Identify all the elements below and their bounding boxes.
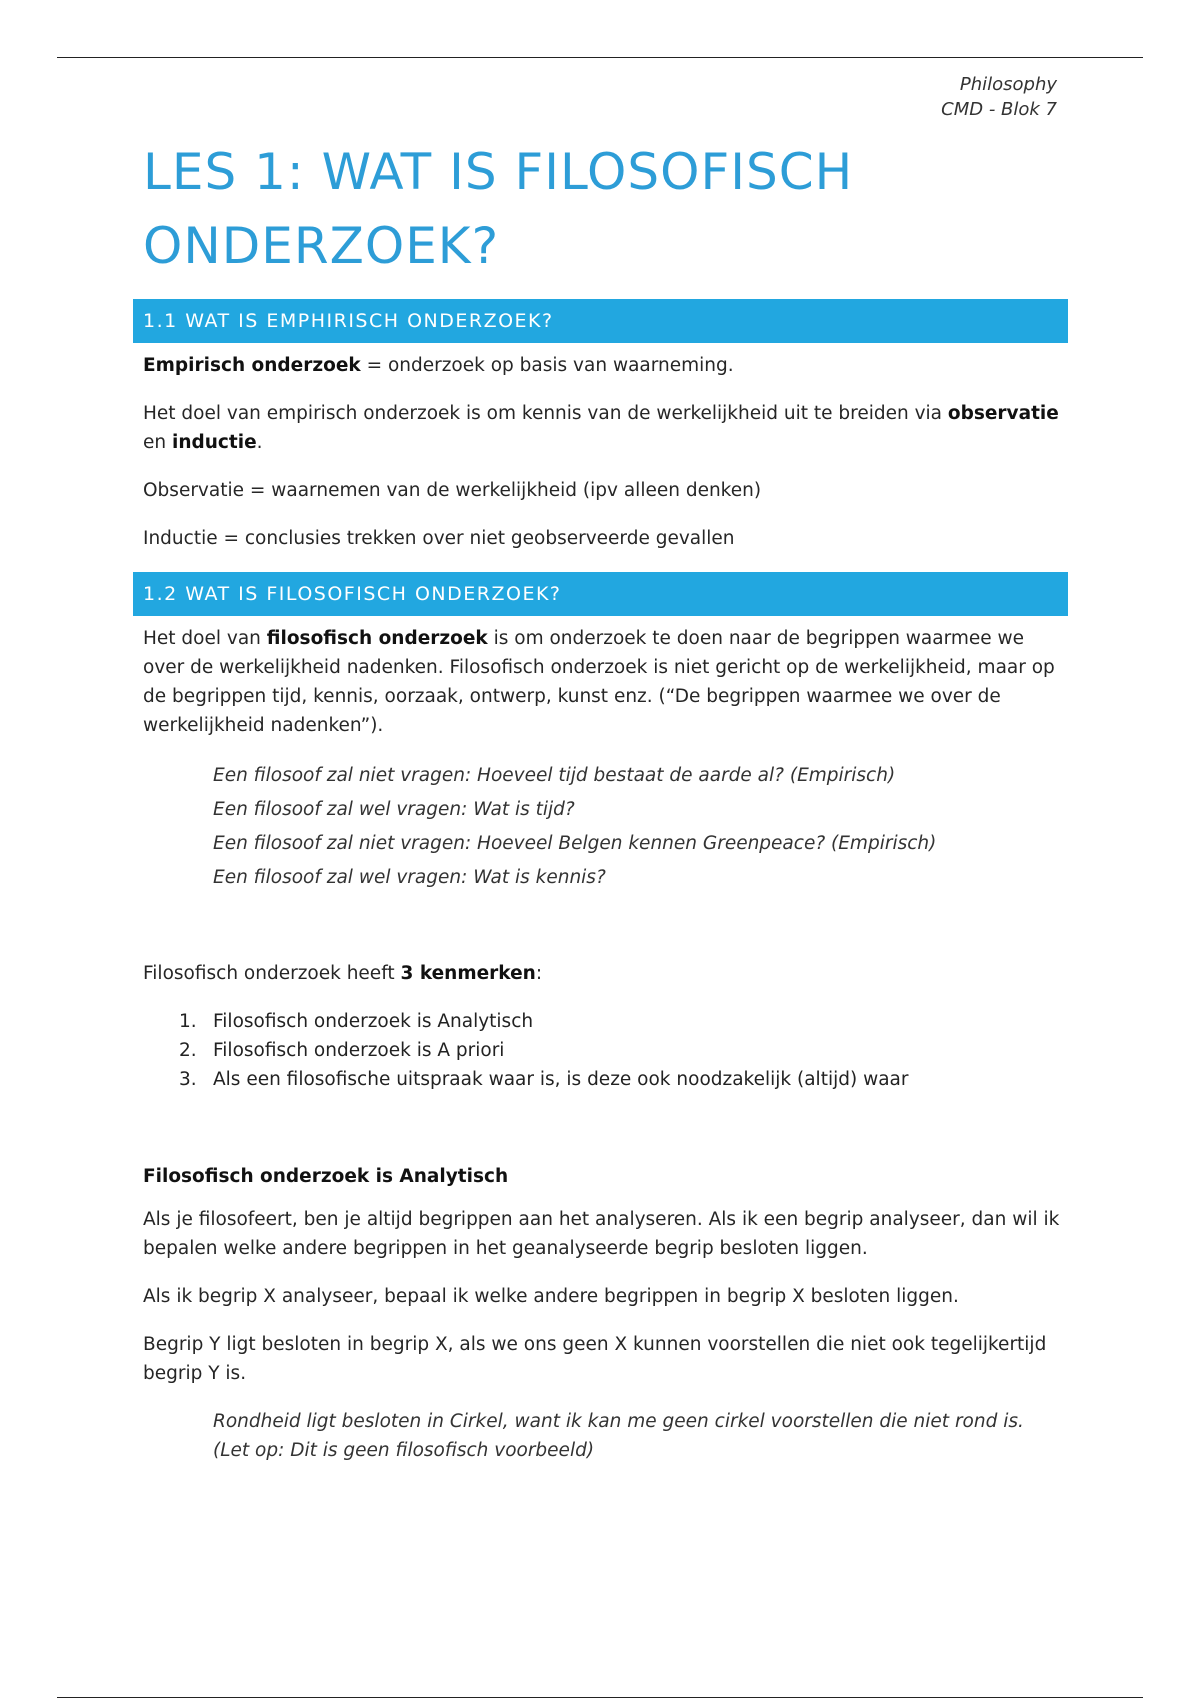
header-course: CMD - Blok 7: [941, 99, 1057, 120]
definition-text: = onderzoek op basis van waarneming.: [360, 355, 734, 376]
analytic-paragraph-2: Als ik begrip X analyseer, bepaal ik welke andere begrippen in begrip X besloten liggen.: [143, 1286, 959, 1307]
section-heading-1-2: 1.2 WAT IS FILOSOFISCH ONDERZOEK?: [133, 572, 1068, 616]
example-question: Een filosoof zal niet vragen: Hoeveel Belgen kennen Greenpeace? (Empirisch): [213, 833, 937, 854]
features-list: [133, 1007, 1068, 1094]
list-text: Als een filosofische uitspraak waar is, is deze ook noodzakelijk (altijd) waar: [213, 1069, 909, 1090]
features-count: 3 kenmerken: [400, 963, 536, 984]
inductie-line: Inductie = conclusies trekken over niet geobserveerde gevallen: [143, 528, 735, 549]
example-question: Een filosoof zal wel vragen: Wat is tijd?: [213, 799, 575, 820]
term-filosofisch-onderzoek: filosofisch onderzoek: [266, 628, 488, 649]
list-number: 2.: [179, 1040, 197, 1061]
subheading-analytisch: Filosofisch onderzoek is Analytisch: [143, 1166, 509, 1187]
observatie-line: Observatie = waarnemen van de werkelijkheid (ipv alleen denken): [143, 480, 762, 501]
example-questions: [213, 759, 1068, 895]
list-item: [133, 1007, 1068, 1036]
quote-line: Rondheid ligt besloten in Cirkel, want ik kan me geen cirkel voorstellen die niet rond is.: [213, 1411, 1024, 1432]
example-quote: [213, 1407, 1068, 1465]
goal-text-rest: is om onderzoek te doen naar de begrippen waarmee we over de werkelijkheid nadenken. Filosofisch onderzoek is niet gericht op de werkelijkheid, maar op de begrippen tijd, kennis, oorzaak, ontwerp, kunst enz. (“De begrippen waarmee we over de werkelijkheid nadenken”).: [143, 628, 1055, 736]
features-intro: [143, 959, 1068, 988]
document-body: [133, 135, 1068, 1465]
list-item: [133, 1036, 1068, 1065]
analytic-paragraph-3: Begrip Y ligt besloten in begrip X, als we ons geen X kunnen voorstellen die niet ook tegelijkertijd begrip Y is.: [143, 1334, 1047, 1384]
example-question: Een filosoof zal wel vragen: Wat is kennis?: [213, 867, 606, 888]
list-text: Filosofisch onderzoek is A priori: [213, 1040, 505, 1061]
features-intro-text: Filosofisch onderzoek heeft: [143, 963, 401, 984]
page-title: LES 1: WAT IS FILOSOFISCH ONDERZOEK?: [143, 143, 854, 275]
features-colon: :: [535, 963, 543, 984]
term-inductie: inductie: [172, 432, 257, 453]
list-number: 1.: [179, 1011, 197, 1032]
term-observatie: observatie: [947, 403, 1059, 424]
list-text: Filosofisch onderzoek is Analytisch: [213, 1011, 534, 1032]
list-number: 3.: [179, 1069, 197, 1090]
quote-note: (Let op: Dit is geen filosofisch voorbeeld): [213, 1440, 595, 1461]
definition-term: Empirisch onderzoek: [143, 355, 361, 376]
running-header: [941, 72, 1057, 122]
definition-empirisch: [143, 351, 1068, 380]
goal-end: .: [256, 432, 263, 453]
goal-filosofisch: [143, 624, 1068, 740]
bottom-rule: [57, 1697, 1143, 1698]
header-subject: Philosophy: [959, 74, 1057, 95]
section-heading-1-1: 1.1 WAT IS EMPHIRISCH ONDERZOEK?: [133, 299, 1068, 343]
goal-empirisch: [143, 399, 1068, 457]
goal-text: Het doel van: [143, 628, 267, 649]
example-question: Een filosoof zal niet vragen: Hoeveel tijd bestaat de aarde al? (Empirisch): [213, 765, 896, 786]
analytic-paragraph-1: Als je filosofeert, ben je altijd begrippen aan het analyseren. Als ik een begrip analyseer, dan wil ik bepalen welke andere begrippen in het geanalyseerde begrip besloten liggen.: [143, 1209, 1060, 1259]
top-rule: [57, 57, 1143, 58]
list-item: [133, 1065, 1068, 1094]
goal-connector: en: [143, 432, 172, 453]
goal-text: Het doel van empirisch onderzoek is om kennis van de werkelijkheid uit te breiden via: [143, 403, 948, 424]
